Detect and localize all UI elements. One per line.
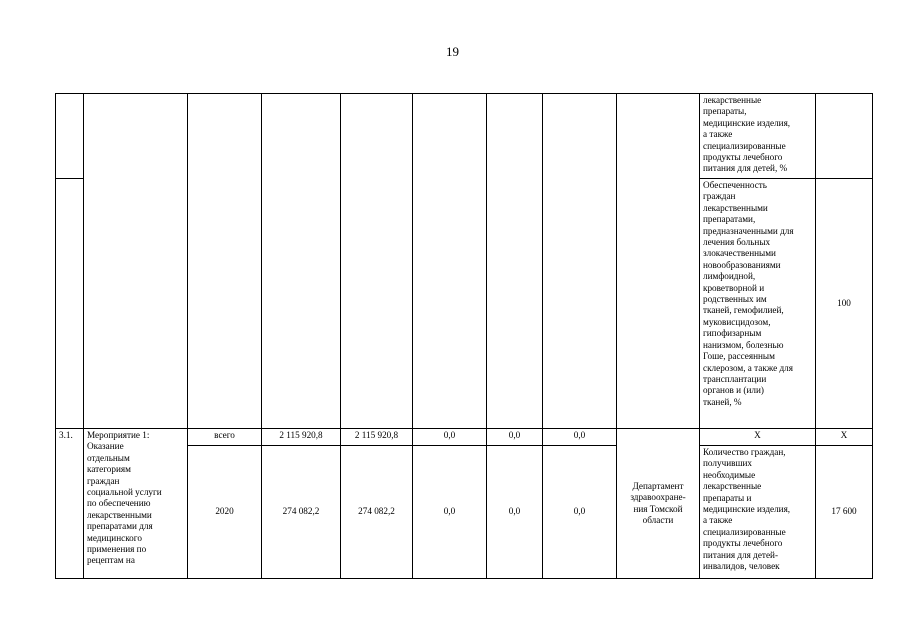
amount-regional-cell [341,94,413,429]
col5-cell: 0,0 [413,429,487,446]
indicator-value-cell: 100 [816,179,873,429]
period-cell [188,94,262,429]
col6-cell [487,94,543,429]
col5-cell: 0,0 [413,446,487,579]
indicator-cell: Обеспеченность граждан лекарственными препаратами, предназначенными для лечения больных злокачественными новообразованиями лимфоидной, кроветворной и родственных им тканей, гемофилией, муковисцидозом, гипофизарным нанизмом, болезнью Гоше, рассеянным склерозом, а также для трансплантации органов и (или) тканей, % [700,179,816,429]
indicator-value-cell: Х [816,429,873,446]
col5-cell [413,94,487,429]
program-table [55,93,873,579]
col7-cell [543,94,617,429]
measure-name-cell: Мероприятие 1: Оказание отдельным категориям граждан социальной услуги по обеспечению лекарственными препаратами для медицинского применения по рецептам на [84,429,188,579]
executor-cell: Департамент здравоохране- ния Томской области [617,429,700,579]
indicator-value-cell: 17 600 [816,446,873,579]
number-cell [56,94,84,179]
indicator-cell: лекарственные препараты, медицинские изделия, а также специализированные продукты лечебного питания для детей, % [700,94,816,179]
col6-cell: 0,0 [487,446,543,579]
indicator-cell: Х [700,429,816,446]
number-cell [56,179,84,429]
executor-cell [617,94,700,429]
measure-number-cell: 3.1. [56,429,84,579]
table-row [56,94,873,179]
amount-total-cell: 274 082,2 [262,446,341,579]
col6-cell: 0,0 [487,429,543,446]
table-row [56,429,873,446]
amount-total-cell [262,94,341,429]
measure-name-cell [84,94,188,429]
col7-cell: 0,0 [543,429,617,446]
col7-cell: 0,0 [543,446,617,579]
amount-total-cell: 2 115 920,8 [262,429,341,446]
indicator-cell: Количество граждан, получивших необходимые лекарственные препараты и медицинские изделия, а также специализированные продукты лечебного питания для детей- инвалидов, человек [700,446,816,579]
indicator-value-cell [816,94,873,179]
period-cell: 2020 [188,446,262,579]
page-number: 19 [446,44,459,59]
amount-regional-cell: 2 115 920,8 [341,429,413,446]
amount-regional-cell: 274 082,2 [341,446,413,579]
period-cell: всего [188,429,262,446]
